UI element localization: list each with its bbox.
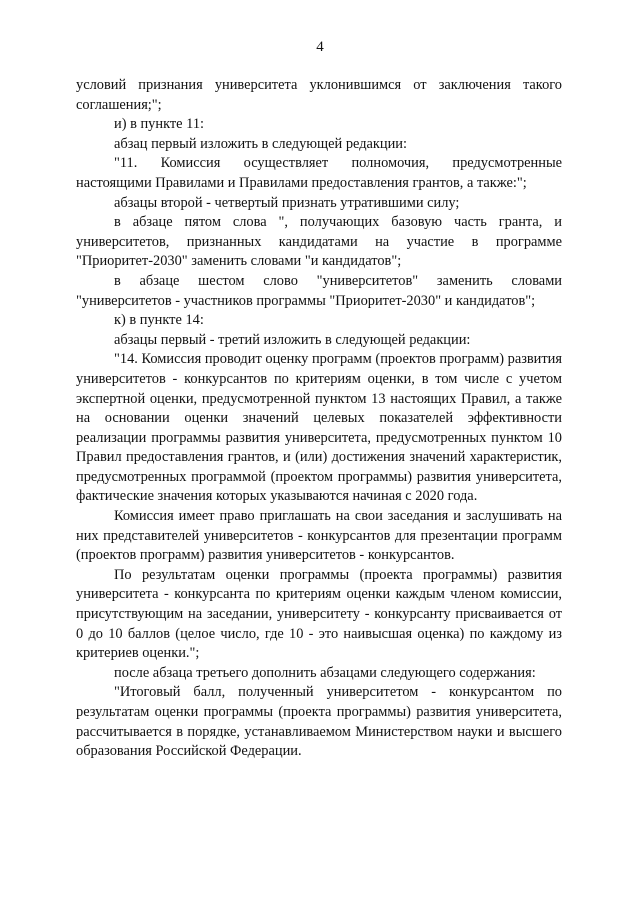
paragraph-abzacy-1-3: абзацы первый - третий изложить в следующей редакции:: [114, 331, 471, 348]
paragraph-abzac-5: в абзаце пятом слова ", получающих базовую часть гранта, и университетов, признанных кандидатами на участие в программе "Приоритет-2030" заменить словами "и кандидатов";: [76, 214, 562, 270]
page-number: 4: [316, 39, 324, 55]
document-body: [76, 76, 562, 762]
paragraph-point-k: к) в пункте 14:: [114, 312, 204, 329]
paragraph-after-third: после абзаца третьего дополнить абзацами следующего содержания:: [114, 664, 536, 681]
paragraph-evaluation-results: По результатам оценки программы (проекта программы) развития университета - конкурсанта по критериям оценки каждым членом комиссии, присутствующим на заседании, университету - конкурсанту присваивается от 0 до 10 баллов (целое число, где 10 - это наивысшая оценка) по каждому из критериев оценки.";: [76, 566, 562, 662]
paragraph-commission-rights: Комиссия имеет право приглашать на свои заседания и заслушивать на них представителей университетов - конкурсантов для презентации программ (проектов программ) развития университетов - конкурсантов.: [76, 508, 562, 564]
paragraph-abzac-6: в абзаце шестом слово "университетов" заменить словами "университетов - участников программы "Приоритет-2030" и кандидатов";: [76, 272, 562, 309]
paragraph-point-i: и) в пункте 11:: [114, 116, 205, 133]
paragraph-abzacy-2-4: абзацы второй - четвертый признать утратившими силу;: [114, 194, 460, 211]
paragraph-continuation: условий признания университета уклонившимся от заключения такого соглашения;";: [76, 77, 562, 113]
paragraph-quote-14: "14. Комиссия проводит оценку программ (проектов программ) развития университетов - конкурсантов по критериям оценки, в том числе с учетом экспертной оценки, предусмотренной пунктом 13 настоящих Правил, а также на основании оценки значений целевых показателей эффективности реализации программы развития университета, предусмотренных пунктом 10 Правил предоставления грантов, и (или) достижения значений характеристик, предусмотренных программой (проектом программы) развития университета, фактические значения которых указываются начиная с 2020 года.: [76, 351, 562, 505]
paragraph-final-score: "Итоговый балл, полученный университетом - конкурсантом по результатам оценки программы (проекта программы) развития университета, рассчитывается в порядке, устанавливаемом Министерством науки и высшего образования Российской Федерации.: [76, 684, 562, 760]
paragraph-first-abzac: абзац первый изложить в следующей редакции:: [114, 135, 408, 152]
paragraph-quote-11: "11. Комиссия осуществляет полномочия, предусмотренные настоящими Правилами и Правилами предоставления грантов, а также:";: [76, 155, 562, 191]
